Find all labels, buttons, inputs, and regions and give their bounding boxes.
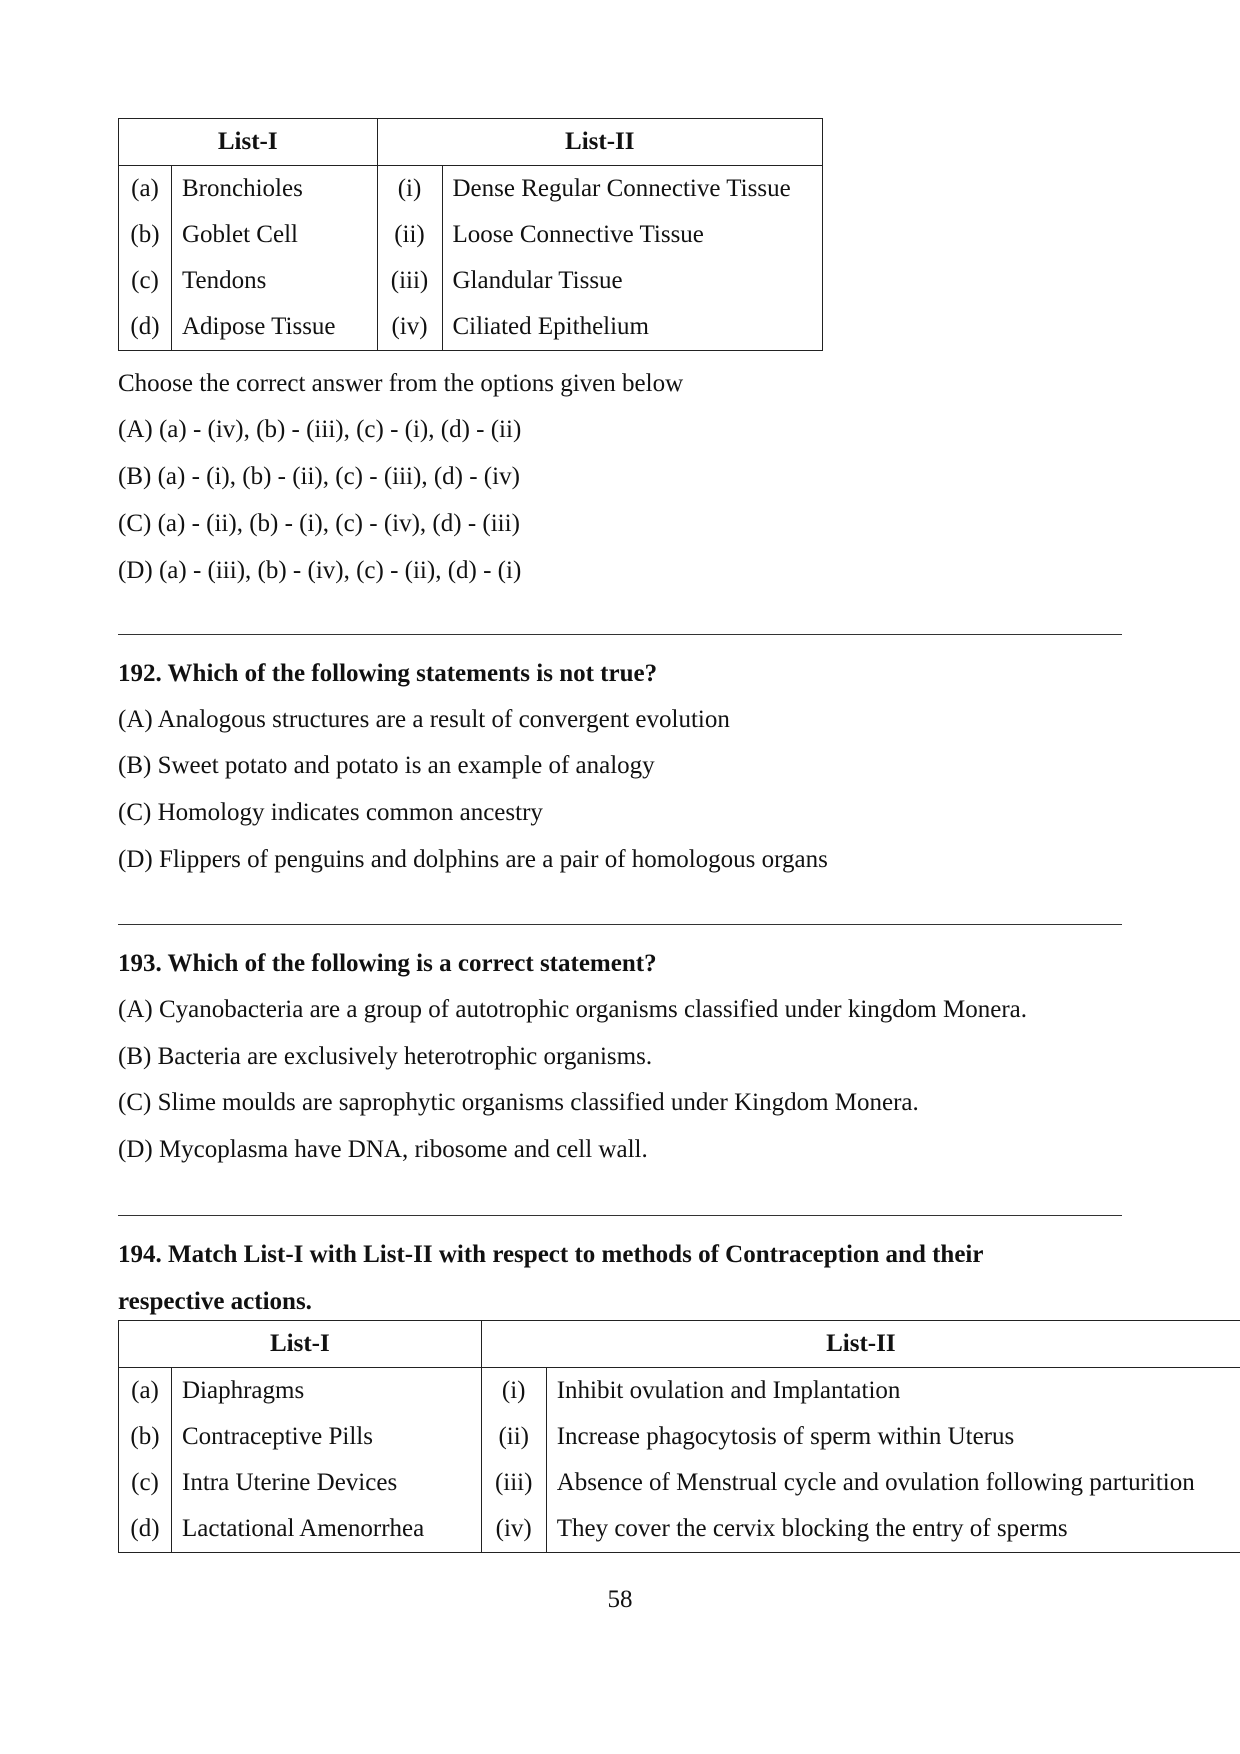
divider — [118, 1215, 1122, 1216]
question-192-title: 192. Which of the following statements is not true? — [118, 660, 658, 687]
list-ii-header: List-II — [377, 119, 823, 166]
option-c[interactable]: (C) Slime moulds are saprophytic organisms classified under Kingdom Monera. — [118, 1089, 919, 1116]
list-ii-label: (iii) — [481, 1460, 546, 1506]
option-d[interactable]: (D) Mycoplasma have DNA, ribosome and cell wall. — [118, 1136, 648, 1163]
list-i-header: List-I — [119, 119, 378, 166]
list-i-header: List-I — [119, 1321, 482, 1368]
list-i-label: (c) — [119, 258, 172, 304]
list-ii-item: Increase phagocytosis of sperm within Uterus — [546, 1414, 1240, 1460]
list-i-item: Tendons — [172, 258, 378, 304]
page-number: 58 — [607, 1586, 633, 1613]
list-i-label: (a) — [119, 166, 172, 213]
list-ii-header: List-II — [481, 1321, 1240, 1368]
list-ii-item: They cover the cervix blocking the entry of sperms — [546, 1506, 1240, 1553]
divider — [118, 924, 1122, 925]
question-194-title-line2: respective actions. — [118, 1288, 312, 1315]
table-header-row — [119, 119, 823, 166]
list-ii-item: Dense Regular Connective Tissue — [442, 166, 823, 213]
match-table-191 — [118, 118, 823, 351]
list-i-label: (d) — [119, 304, 172, 351]
list-i-item: Contraceptive Pills — [172, 1414, 482, 1460]
list-i-item: Diaphragms — [172, 1368, 482, 1415]
list-ii-label: (i) — [481, 1368, 546, 1415]
list-ii-item: Absence of Menstrual cycle and ovulation following parturition — [546, 1460, 1240, 1506]
table-row — [119, 166, 823, 213]
list-ii-item: Inhibit ovulation and Implantation — [546, 1368, 1240, 1415]
list-ii-label: (iv) — [481, 1506, 546, 1553]
option-b[interactable]: (B) Bacteria are exclusively heterotrophic organisms. — [118, 1043, 653, 1070]
option-a[interactable]: (A) Analogous structures are a result of convergent evolution — [118, 706, 730, 733]
table-row — [119, 1368, 1240, 1415]
table-row — [119, 258, 823, 304]
list-ii-label: (iii) — [377, 258, 442, 304]
option-c[interactable]: (C) Homology indicates common ancestry — [118, 799, 543, 826]
list-ii-item: Ciliated Epithelium — [442, 304, 823, 351]
question-194-title-line1: 194. Match List-I with List-II with respect to methods of Contraception and their — [118, 1241, 984, 1268]
table-header-row — [119, 1321, 1240, 1368]
table-row — [119, 1506, 1240, 1553]
list-i-label: (b) — [119, 212, 172, 258]
option-c[interactable]: (C) (a) - (ii), (b) - (i), (c) - (iv), (d) - (iii) — [118, 510, 520, 537]
table-row — [119, 304, 823, 351]
list-i-item: Goblet Cell — [172, 212, 378, 258]
list-ii-label: (iv) — [377, 304, 442, 351]
option-d[interactable]: (D) Flippers of penguins and dolphins are a pair of homologous organs — [118, 846, 828, 873]
list-i-item: Bronchioles — [172, 166, 378, 213]
instruction-text: Choose the correct answer from the options given below — [118, 370, 684, 397]
list-i-item: Adipose Tissue — [172, 304, 378, 351]
list-i-item: Intra Uterine Devices — [172, 1460, 482, 1506]
list-i-label: (b) — [119, 1414, 172, 1460]
list-ii-label: (i) — [377, 166, 442, 213]
table-row — [119, 1414, 1240, 1460]
list-i-label: (d) — [119, 1506, 172, 1553]
list-ii-label: (ii) — [377, 212, 442, 258]
option-a[interactable]: (A) (a) - (iv), (b) - (iii), (c) - (i), (d) - (ii) — [118, 416, 522, 443]
option-b[interactable]: (B) Sweet potato and potato is an example of analogy — [118, 752, 655, 779]
divider — [118, 634, 1122, 635]
list-i-label: (a) — [119, 1368, 172, 1415]
list-i-item: Lactational Amenorrhea — [172, 1506, 482, 1553]
table-row — [119, 212, 823, 258]
match-table-194 — [118, 1320, 1240, 1553]
option-a[interactable]: (A) Cyanobacteria are a group of autotrophic organisms classified under kingdom Monera. — [118, 996, 1027, 1023]
question-193-title: 193. Which of the following is a correct statement? — [118, 950, 657, 977]
option-d[interactable]: (D) (a) - (iii), (b) - (iv), (c) - (ii), (d) - (i) — [118, 557, 522, 584]
list-ii-label: (ii) — [481, 1414, 546, 1460]
list-i-label: (c) — [119, 1460, 172, 1506]
option-b[interactable]: (B) (a) - (i), (b) - (ii), (c) - (iii), (d) - (iv) — [118, 463, 520, 490]
table-row — [119, 1460, 1240, 1506]
list-ii-item: Loose Connective Tissue — [442, 212, 823, 258]
list-ii-item: Glandular Tissue — [442, 258, 823, 304]
